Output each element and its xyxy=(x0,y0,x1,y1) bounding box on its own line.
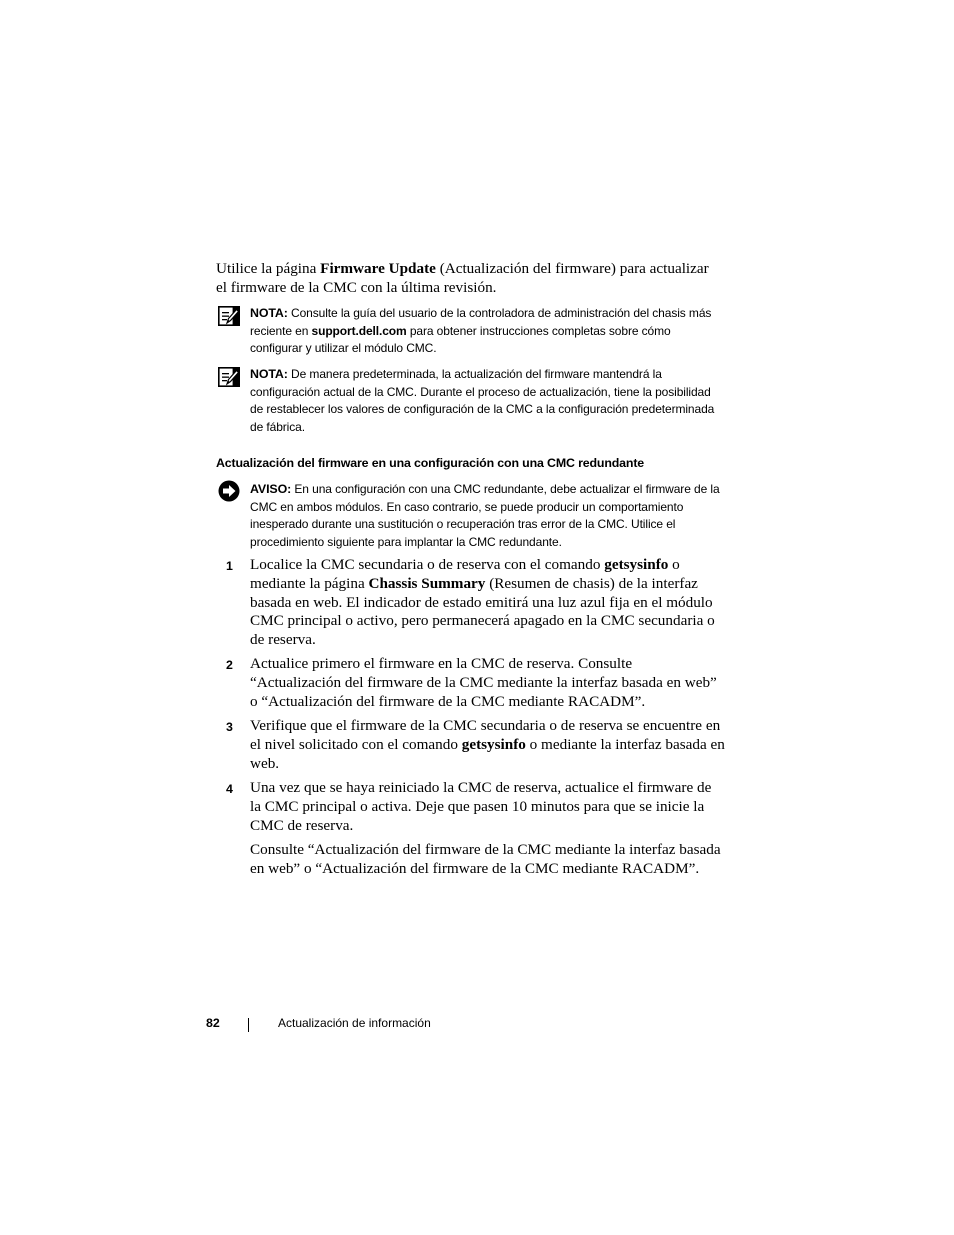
steps-list xyxy=(216,556,726,879)
step-page-name: Chassis Summary xyxy=(368,574,486,592)
step-followup-paragraph: Consulte “Actualización del firmware de la CMC mediante la interfaz basada en web” o “Actualización del firmware de la CMC mediante RACADM”. xyxy=(250,841,721,877)
intro-paragraph xyxy=(216,260,716,298)
step-text: o mediante la página xyxy=(250,556,680,592)
notice-text: En una configuración con una CMC redundante, debe actualizar el firmware de la CMC en ambos módulos. En caso contrario, se puede producir un comportamiento inesperado durante una sustitución o recuperación tras error de la CMC. Utilice el procedimiento siguiente para implantar la CMC redundante. xyxy=(250,482,720,549)
note-text-end: para obtener instrucciones completas sobre cómo configurar y utilizar el módulo CMC. xyxy=(250,323,671,355)
page-number: 82 xyxy=(206,1016,220,1030)
note-link-text: support.dell.com xyxy=(311,323,407,338)
step-text: o mediante la interfaz basada en web. xyxy=(250,736,725,772)
note-text: De manera predeterminada, la actualización del firmware mantendrá la configuración actual de la CMC. Durante el proceso de actualización, tiene la posibilidad de restablecer los valores de configuración de la CMC a la configuración predeterminada de fábrica. xyxy=(250,367,715,434)
list-item xyxy=(216,556,726,650)
pencil-note-icon xyxy=(218,306,240,326)
footer-section-title: Actualización de información xyxy=(278,1016,431,1030)
list-item xyxy=(216,779,726,835)
note-label: NOTA: xyxy=(250,367,288,381)
intro-text-end: (Actualización del firmware) para actualizar el firmware de la CMC con la última revisión. xyxy=(216,260,709,296)
step-number: 4 xyxy=(226,782,233,797)
notice-label: AVISO: xyxy=(250,482,292,496)
intro-text: Utilice la página xyxy=(216,260,321,277)
step-number: 3 xyxy=(226,720,233,735)
step-command: getsysinfo xyxy=(604,556,669,573)
step-command: getsysinfo xyxy=(461,736,526,754)
note-text: Consulte la guía del usuario de la controladora de administración del chasis más reciente en xyxy=(250,306,712,338)
step-text: Verifique que el firmware de la CMC secundaria o de reserva se encuentre en el nivel solicitado con el comando xyxy=(250,717,721,754)
notice-arrow-icon xyxy=(218,480,240,502)
note-label: NOTA: xyxy=(250,306,288,320)
step-text: Una vez que se haya reiniciado la CMC de reserva, actualice el firmware de la CMC principal o activa. Deje que pasen 10 minutos para que se inicie la CMC de reserva. xyxy=(250,779,712,834)
intro-bold-term: Firmware Update xyxy=(320,260,436,277)
step-text: (Resumen de chasis) de la interfaz basada en web. El indicador de estado emitirá una luz azul fija en el módulo CMC principal o activo, pero permanecerá apagado en la CMC secundaria o de reserva. xyxy=(250,574,715,649)
list-item xyxy=(216,655,726,711)
notice-box xyxy=(216,481,721,551)
step-number: 2 xyxy=(226,658,233,673)
step-text: Localice la CMC secundaria o de reserva con el comando xyxy=(250,556,605,573)
note-1 xyxy=(216,305,721,358)
list-item xyxy=(216,717,726,773)
note-2 xyxy=(216,366,721,436)
step-number: 1 xyxy=(226,559,233,573)
footer-divider xyxy=(248,1018,249,1032)
step-text: Actualice primero el firmware en la CMC de reserva. Consulte “Actualización del firmware de la CMC mediante la interfaz basada en web” o “Actualización del firmware de la CMC mediante RACADM”. xyxy=(250,655,717,711)
pencil-note-icon xyxy=(218,367,240,387)
section-heading: Actualización del firmware en una configuración con una CMC redundante xyxy=(216,456,645,470)
